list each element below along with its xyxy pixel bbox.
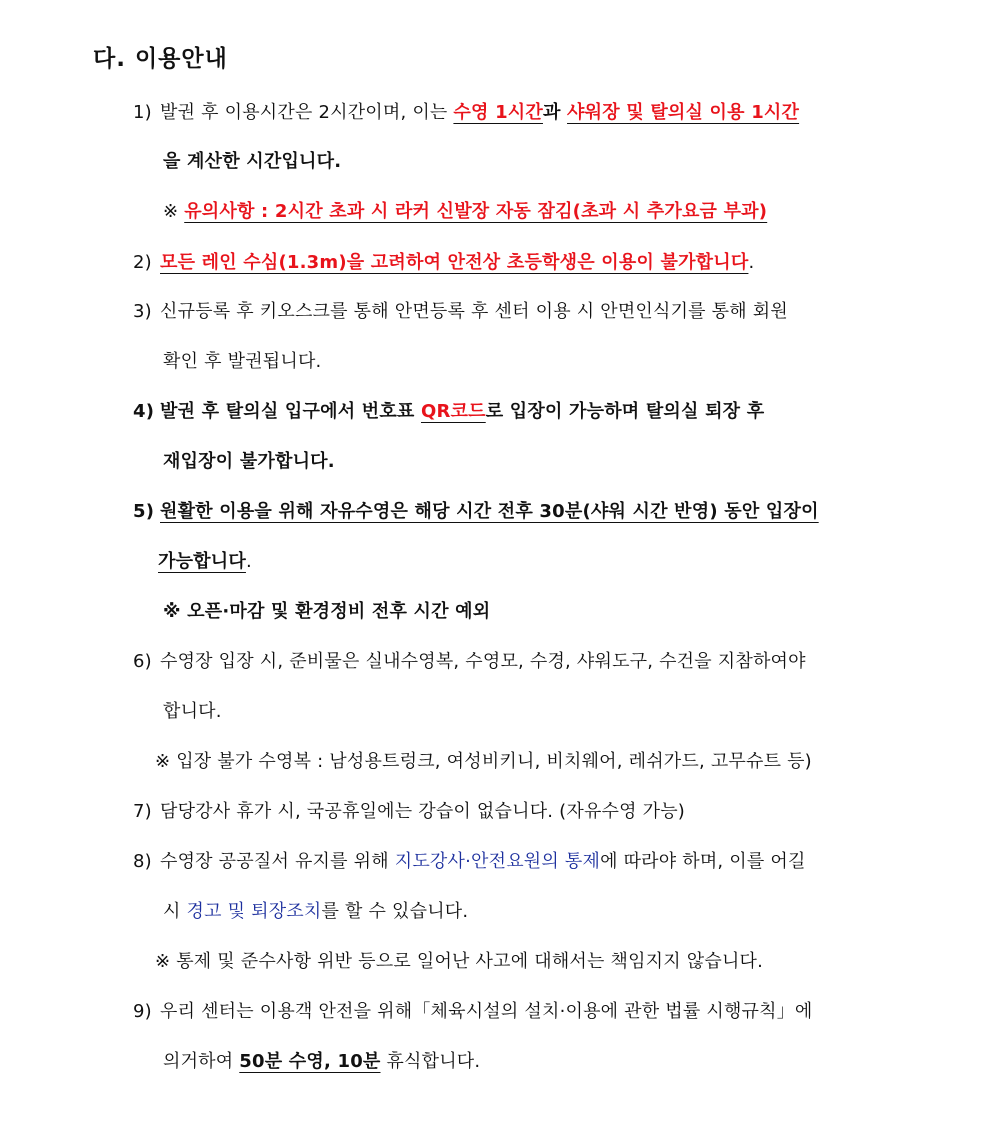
item-text: 휴식합니다. [380,1051,481,1072]
item-text: 에 따라야 하며, 이를 어길 [600,851,806,872]
item-4-line-1 [133,400,764,424]
item-text: 원활한 이용을 위해 자유수영은 해당 시간 전후 30분(샤워 시간 반영) 동안 입장이 [160,501,819,522]
highlight-text: 수영 1시간 [453,102,543,123]
item-3-line-1 [133,300,788,324]
item-4-line-2: 재입장이 불가합니다. [163,451,335,472]
item-6-line-1 [133,650,806,674]
item-7-line-1 [133,800,685,824]
item-text: 과 [542,102,568,123]
item-text: 시 [163,901,187,922]
item-8-note: ※ 통제 및 준수사항 위반 등으로 일어난 사고에 대해서는 책임지지 않습니다. [155,951,764,972]
item-text: 수영장 입장 시, 준비물은 실내수영복, 수영모, 수경, 샤워도구, 수건을 지참하여야 [160,651,806,672]
item-text: 로 입장이 가능하며 탈의실 퇴장 후 [485,401,765,422]
note-mark: ※ [163,201,185,222]
highlight-text: 지도강사·안전요원의 통제 [394,851,601,872]
item-text: 우리 센터는 이용객 안전을 위해「체육시설의 설치·이용에 관한 법률 시행규칙」에 [160,1001,813,1022]
item-text: . [748,252,755,273]
item-number: 2) [133,252,152,273]
item-number: 8) [133,851,152,872]
item-text: 담당강사 휴가 시, 국공휴일에는 강습이 없습니다. (자유수영 가능) [160,801,686,822]
item-number: 7) [133,801,152,822]
item-5-note: ※ 오픈·마감 및 환경정비 전후 시간 예외 [163,601,491,622]
item-9-line-2 [163,1050,480,1074]
item-6-note: ※ 입장 불가 수영복 : 남성용트렁크, 여성비키니, 비치웨어, 레쉬가드, 고무슈트 등) [155,751,812,772]
item-9-line-1 [133,1000,813,1024]
item-text: 발권 후 탈의실 입구에서 번호표 [160,401,421,422]
item-5-line-2 [158,550,252,574]
highlight-text: 샤워장 및 탈의실 이용 1시간 [567,102,800,123]
section-title: 다. 이용안내 [93,46,228,72]
item-6-line-2: 합니다. [163,701,222,722]
item-5-line-1 [133,500,819,524]
item-number: 1) [133,102,152,123]
highlight-text: 모든 레인 수심(1.3m)을 고려하여 안전상 초등학생은 이용이 불가합니다 [160,252,749,273]
item-2-line-1 [133,251,754,275]
item-text: 발권 후 이용시간은 2시간이며, 이는 [160,102,454,123]
item-1-line-1 [133,101,799,125]
item-number: 5) [133,501,155,522]
warning-note: 유의사항 : 2시간 초과 시 라커 신발장 자동 잠김(초과 시 추가요금 부과) [184,201,768,222]
item-3-line-2: 확인 후 발권됩니다. [163,351,322,372]
item-text: 가능합니다 [158,551,246,572]
highlight-text: QR코드 [420,401,486,422]
highlight-text: 경고 및 퇴장조치 [186,901,322,922]
item-text: 수영장 공공질서 유지를 위해 [160,851,395,872]
item-1-note [163,200,767,224]
item-number: 9) [133,1001,152,1022]
item-8-line-1 [133,850,806,874]
item-text: 를 할 수 있습니다. [321,901,469,922]
item-8-line-2 [163,900,468,924]
item-number: 4) [133,401,155,422]
item-text: . [245,551,252,572]
item-number: 6) [133,651,152,672]
highlight-text: 50분 수영, 10분 [239,1051,381,1072]
item-text: 의거하여 [163,1051,240,1072]
item-text: 신규등록 후 키오스크를 통해 안면등록 후 센터 이용 시 안면인식기를 통해 회원 [160,301,788,322]
item-1-line-2: 을 계산한 시간입니다. [163,151,342,172]
item-number: 3) [133,301,152,322]
